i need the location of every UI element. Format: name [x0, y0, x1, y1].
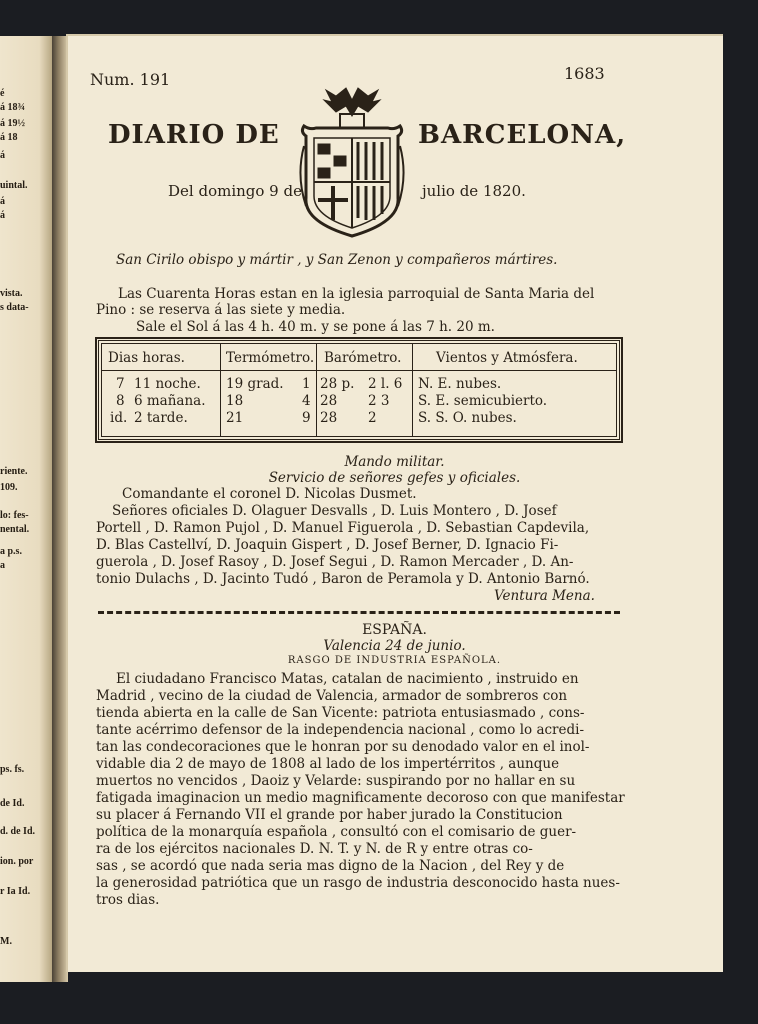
- weather-temp-frac: 9: [302, 410, 311, 426]
- facing-fragment: ion. por: [0, 856, 34, 867]
- weather-day: 7: [116, 376, 125, 392]
- facing-fragment: á: [0, 150, 5, 161]
- weather-header: Termómetro.: [226, 350, 315, 366]
- weather-day: id.: [110, 410, 128, 426]
- military-section-title: Mando militar.: [344, 454, 445, 470]
- facing-fragment: r Ia Id.: [0, 886, 31, 897]
- intro-line: Pino : se reserva á las siete y media.: [96, 302, 346, 318]
- weather-temp: 21: [226, 410, 244, 426]
- weather-temp: 18: [226, 393, 244, 409]
- newspaper-page: [66, 34, 723, 972]
- weather-temp-frac: 1: [302, 376, 311, 392]
- news-line: fatigada imaginacion un medio magnificamente decoroso con que manifestar: [96, 790, 625, 806]
- date-left: Del domingo 9 de: [168, 182, 302, 200]
- masthead-title-left: DIARIO DE: [108, 120, 280, 150]
- military-line: Portell , D. Ramon Pujol , D. Manuel Figuerola , D. Sebastian Capdevila,: [96, 520, 590, 536]
- weather-temp: 19 grad.: [226, 376, 284, 392]
- weather-hour: 2 tarde.: [134, 410, 188, 426]
- masthead-title-right: BARCELONA,: [418, 120, 627, 150]
- military-line: tonio Dulachs , D. Jacinto Tudó , Baron de Peramola y D. Antonio Barnó.: [96, 571, 590, 587]
- military-line: Señores oficiales D. Olaguer Desvalls , D. Luis Montero , D. Josef: [112, 503, 557, 519]
- weather-day: 8: [116, 393, 125, 409]
- news-line: El ciudadano Francisco Matas, catalan de nacimiento , instruido en: [116, 671, 579, 687]
- news-line: tienda abierta en la calle de San Vicente: patriota entusiasmado , cons-: [96, 705, 585, 721]
- issue-number: Num. 191: [90, 70, 171, 89]
- weather-wind: S. S. O. nubes.: [418, 410, 517, 426]
- military-section-subtitle: Servicio de señores gefes y oficiales.: [268, 470, 521, 486]
- facing-fragment: 109.: [0, 482, 18, 493]
- facing-fragment: riente.: [0, 466, 28, 477]
- news-line: Madrid , vecino de la ciudad de Valencia, armador de sombreros con: [96, 688, 568, 704]
- sunrise-line: Sale el Sol á las 4 h. 40 m. y se pone á las 7 h. 20 m.: [136, 319, 495, 335]
- intro-line: Las Cuarenta Horas estan en la iglesia parroquial de Santa Maria del: [118, 286, 595, 302]
- news-line: tante acérrimo defensor de la independencia nacional , como lo acredi-: [96, 722, 585, 738]
- facing-fragment: á 18: [0, 132, 18, 143]
- news-section-title: ESPAÑA.: [362, 622, 427, 638]
- weather-hour: 6 mañana.: [134, 393, 206, 409]
- military-line: D. Blas Castellví, D. Joaquin Gispert , D. Josef Berner, D. Ignacio Fi-: [96, 537, 559, 553]
- facing-fragment: s data-: [0, 302, 29, 313]
- facing-fragment: é: [0, 88, 5, 99]
- coat-of-arms-icon: [296, 86, 408, 240]
- news-line: su placer á Fernando VII el grande por haber jurado la Constitucion: [96, 807, 563, 823]
- facing-fragment: M.: [0, 936, 12, 947]
- news-dateline: Valencia 24 de junio.: [323, 638, 466, 654]
- weather-wind: S. E. semicubierto.: [418, 393, 548, 409]
- facing-fragment: á: [0, 210, 5, 221]
- news-line: ra de los ejércitos nacionales D. N. T. y N. de R y entre otras co-: [96, 841, 533, 857]
- weather-wind: N. E. nubes.: [418, 376, 502, 392]
- facing-fragment: de Id.: [0, 798, 25, 809]
- news-line: la generosidad patriótica que un rasgo de industria desconocido hasta nues-: [96, 875, 620, 891]
- news-line: tros dias.: [96, 892, 160, 908]
- weather-baro-lines: 2 l. 6: [368, 376, 403, 392]
- page-number: 1683: [564, 64, 605, 83]
- table-rule: [102, 370, 616, 371]
- news-line: muertos no vencidos , Daoiz y Velarde: suspirando por no hallar en su: [96, 773, 576, 789]
- weather-baro: 28 p.: [320, 376, 355, 392]
- facing-fragment: lo: fes-: [0, 510, 29, 521]
- weather-baro: 28: [320, 410, 338, 426]
- weather-header: Barómetro.: [324, 350, 402, 366]
- weather-header: Dias horas.: [108, 350, 185, 366]
- weather-baro-lines: 2: [368, 410, 377, 426]
- facing-fragment: á 19½: [0, 118, 25, 129]
- facing-fragment: d. de Id.: [0, 826, 36, 837]
- facing-fragment: a: [0, 560, 5, 571]
- weather-hour: 11 noche.: [134, 376, 201, 392]
- saints-of-the-day: San Cirilo obispo y mártir , y San Zenon y compañeros mártires.: [116, 252, 558, 268]
- facing-fragment: ps. fs.: [0, 764, 25, 775]
- facing-fragment: nental.: [0, 524, 30, 535]
- facing-page-edge: [0, 36, 56, 982]
- weather-table: [98, 340, 620, 440]
- news-line: política de la monarquía española , consultó con el comisario de guer-: [96, 824, 577, 840]
- facing-fragment: a p.s.: [0, 546, 22, 557]
- facing-fragment: uintal.: [0, 180, 28, 191]
- military-signature: Ventura Mena.: [494, 588, 595, 604]
- weather-baro-lines: 2 3: [368, 393, 390, 409]
- date-right: julio de 1820.: [422, 182, 526, 200]
- news-heading: RASGO DE INDUSTRIA ESPAÑOLA.: [287, 655, 502, 666]
- military-line: Comandante el coronel D. Nicolas Dusmet.: [122, 486, 417, 502]
- facing-fragment: á 18¾: [0, 102, 25, 113]
- weather-baro: 28: [320, 393, 338, 409]
- facing-fragment: á: [0, 196, 5, 207]
- weather-temp-frac: 4: [302, 393, 311, 409]
- facing-fragment: vista.: [0, 288, 23, 299]
- news-line: vidable dia 2 de mayo de 1808 al lado de los impertérritos , aunque: [96, 756, 560, 772]
- news-line: sas , se acordó que nada seria mas digno de la Nacion , del Rey y de: [96, 858, 565, 874]
- section-divider: [98, 611, 620, 614]
- news-line: tan las condecoraciones que le honran por su denodado valor en el inol-: [96, 739, 590, 755]
- weather-header: Vientos y Atmósfera.: [436, 350, 578, 366]
- military-line: guerola , D. Josef Rasoy , D. Josef Segui , D. Ramon Mercader , D. An-: [96, 554, 574, 570]
